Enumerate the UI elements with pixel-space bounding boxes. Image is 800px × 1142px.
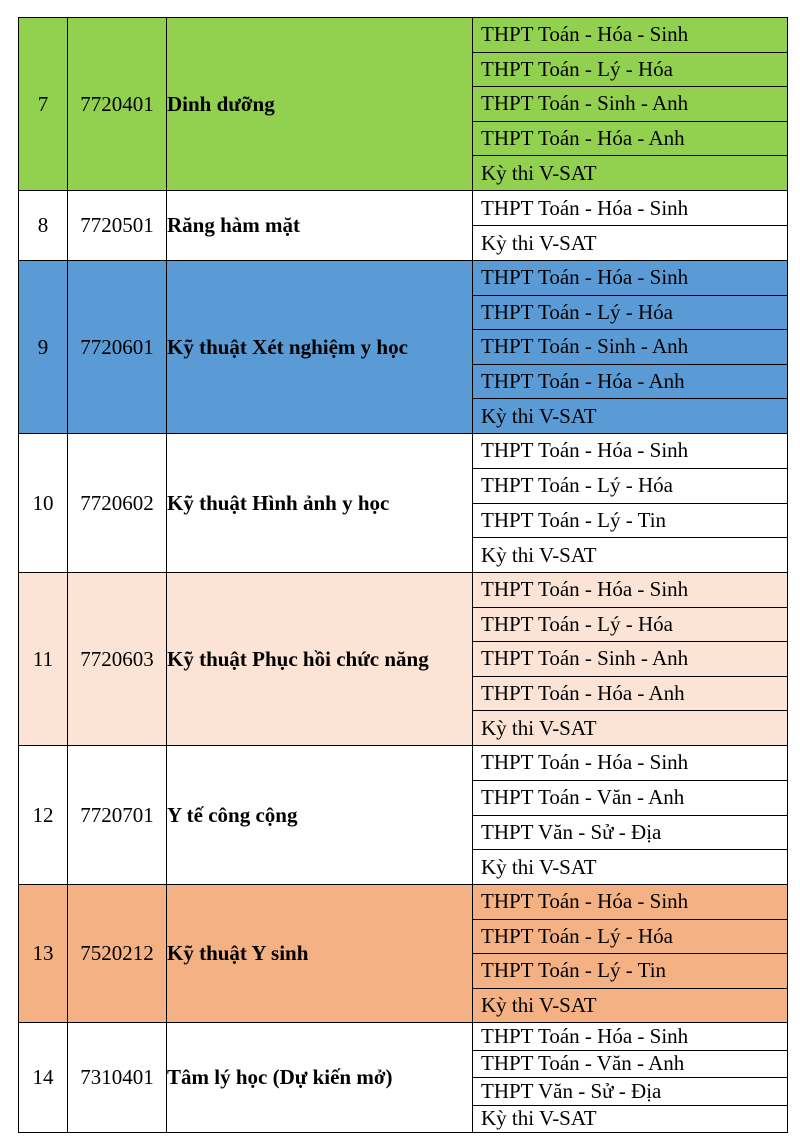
subject-combination-item: Kỳ thi V-SAT <box>473 225 787 260</box>
subject-combination-item: THPT Toán - Lý - Tin <box>473 503 787 538</box>
subject-combination-item: THPT Toán - Sinh - Anh <box>473 329 787 364</box>
subject-combination-list <box>473 261 787 433</box>
subject-combination-item: THPT Toán - Hóa - Sinh <box>481 750 689 775</box>
row-number-cell: 13 <box>19 885 68 1023</box>
program-name-cell: Kỹ thuật Xét nghiệm y học <box>167 261 473 434</box>
subject-combination-list <box>473 885 787 1022</box>
program-code-cell: 7720603 <box>68 573 167 746</box>
program-name-cell: Tâm lý học (Dự kiến mở) <box>167 1023 473 1133</box>
subject-combination-item: Kỳ thi V-SAT <box>473 988 787 1023</box>
subject-combination-item: THPT Toán - Hóa - Sinh <box>481 22 689 47</box>
subject-combination-cell <box>473 573 788 746</box>
subject-combination-item: THPT Toán - Hóa - Sinh <box>481 889 689 914</box>
subject-combination-list <box>473 573 787 745</box>
subject-combination-cell <box>473 18 788 191</box>
subject-combination-item: Kỳ thi V-SAT <box>473 537 787 572</box>
subject-combination-cell <box>473 434 788 573</box>
subject-combination-item: THPT Toán - Lý - Hóa <box>473 468 787 503</box>
subject-combination-cell <box>473 746 788 885</box>
table-row <box>19 434 788 573</box>
subject-combination-list <box>473 746 787 884</box>
subject-combination-item: THPT Toán - Lý - Hóa <box>473 52 787 87</box>
program-code-cell: 7720601 <box>68 261 167 434</box>
program-code-cell: 7720701 <box>68 746 167 885</box>
subject-combination-item: THPT Toán - Văn - Anh <box>473 780 787 815</box>
subject-combination-item: Kỳ thi V-SAT <box>473 398 787 433</box>
program-name-cell: Răng hàm mặt <box>167 191 473 261</box>
row-number-cell: 7 <box>19 18 68 191</box>
subject-combination-cell <box>473 261 788 434</box>
table-row <box>19 191 788 261</box>
admission-programs-table <box>18 17 788 1133</box>
program-code-cell: 7720602 <box>68 434 167 573</box>
subject-combination-item: THPT Toán - Hóa - Anh <box>473 364 787 399</box>
table-body <box>19 18 788 1133</box>
program-code-cell: 7520212 <box>68 885 167 1023</box>
subject-combination-item: THPT Toán - Hóa - Sinh <box>481 438 689 463</box>
subject-combination-list <box>473 191 787 260</box>
program-name-cell: Kỹ thuật Hình ảnh y học <box>167 434 473 573</box>
program-name-cell: Kỹ thuật Y sinh <box>167 885 473 1023</box>
subject-combination-item: Kỳ thi V-SAT <box>473 1105 787 1133</box>
program-name-cell: Dinh dưỡng <box>167 18 473 191</box>
row-number-cell: 8 <box>19 191 68 261</box>
subject-combination-list <box>473 1023 787 1132</box>
subject-combination-list <box>473 434 787 572</box>
program-name-cell: Kỹ thuật Phục hồi chức năng <box>167 573 473 746</box>
table-row <box>19 261 788 434</box>
row-number-cell: 9 <box>19 261 68 434</box>
table-row <box>19 885 788 1023</box>
program-name-cell: Y tế công cộng <box>167 746 473 885</box>
subject-combination-item: THPT Toán - Hóa - Anh <box>473 121 787 156</box>
subject-combination-item: THPT Toán - Lý - Hóa <box>473 607 787 642</box>
subject-combination-item: THPT Toán - Hóa - Sinh <box>481 577 689 602</box>
row-number-cell: 14 <box>19 1023 68 1133</box>
table-row <box>19 746 788 885</box>
subject-combination-item: Kỳ thi V-SAT <box>473 849 787 884</box>
program-code-cell: 7310401 <box>68 1023 167 1133</box>
subject-combination-item: THPT Toán - Sinh - Anh <box>473 641 787 676</box>
subject-combination-list <box>473 18 787 190</box>
subject-combination-cell <box>473 885 788 1023</box>
subject-combination-item: Kỳ thi V-SAT <box>473 155 787 190</box>
subject-combination-item: THPT Toán - Hóa - Sinh <box>481 265 689 290</box>
table-row <box>19 18 788 191</box>
table-row <box>19 1023 788 1133</box>
subject-combination-item: Kỳ thi V-SAT <box>473 710 787 745</box>
row-number-cell: 12 <box>19 746 68 885</box>
table-row <box>19 573 788 746</box>
subject-combination-item: THPT Toán - Lý - Hóa <box>473 295 787 330</box>
subject-combination-cell <box>473 191 788 261</box>
subject-combination-item: THPT Toán - Hóa - Sinh <box>481 195 689 220</box>
subject-combination-item: THPT Toán - Lý - Hóa <box>473 919 787 954</box>
subject-combination-item: THPT Toán - Văn - Anh <box>473 1050 787 1078</box>
subject-combination-item: THPT Văn - Sử - Địa <box>473 815 787 850</box>
row-number-cell: 11 <box>19 573 68 746</box>
program-code-cell: 7720401 <box>68 18 167 191</box>
subject-combination-item: THPT Toán - Sinh - Anh <box>473 86 787 121</box>
subject-combination-cell <box>473 1023 788 1133</box>
subject-combination-item: THPT Toán - Lý - Tin <box>473 953 787 988</box>
subject-combination-item: THPT Văn - Sử - Địa <box>473 1077 787 1105</box>
subject-combination-item: THPT Toán - Hóa - Anh <box>473 676 787 711</box>
row-number-cell: 10 <box>19 434 68 573</box>
subject-combination-item: THPT Toán - Hóa - Sinh <box>481 1023 689 1048</box>
program-code-cell: 7720501 <box>68 191 167 261</box>
